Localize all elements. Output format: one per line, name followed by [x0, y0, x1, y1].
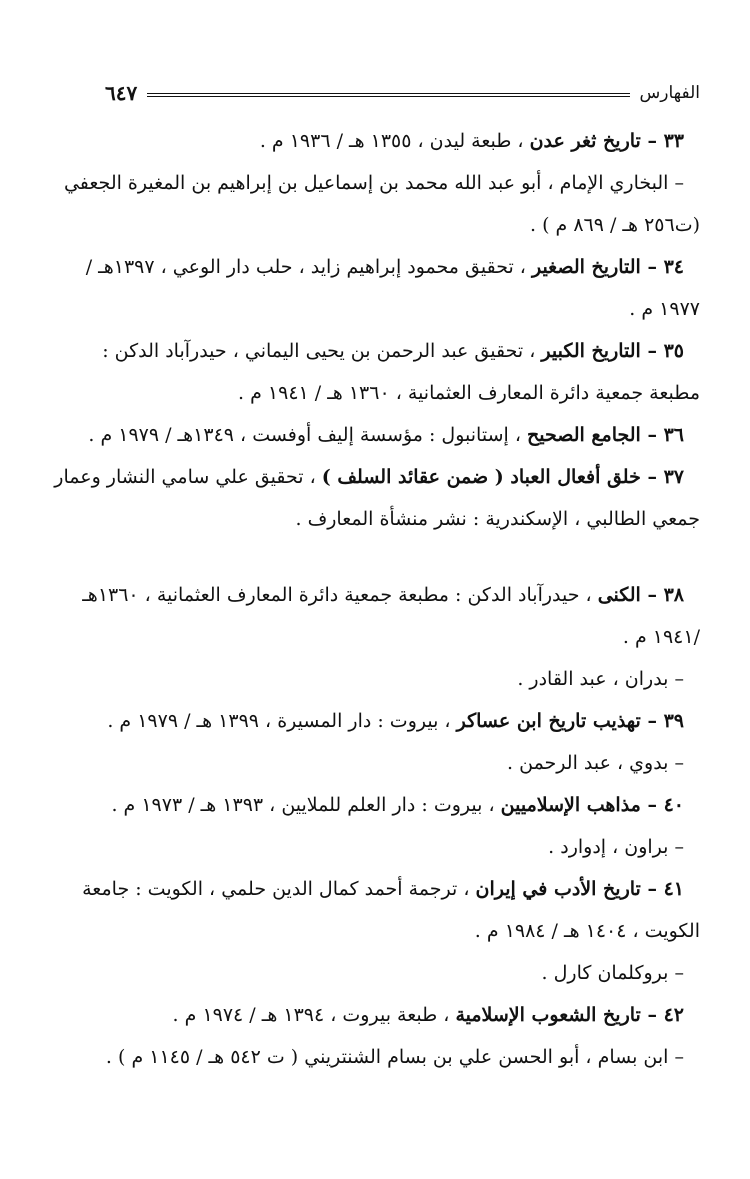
entry-number: ٣٥ –	[640, 340, 684, 362]
bibliography-entry	[88, 414, 700, 456]
bibliography-entry	[105, 994, 700, 1036]
entry-line	[105, 700, 700, 742]
entry-title: تاريخ الأدب في إيران	[475, 878, 641, 900]
entry-text: ، بيروت : دار المسيرة ، ١٣٩٩ هـ / ١٩٧٩ م .	[107, 710, 457, 732]
entry-text: – بدران ، عبد القادر .	[517, 668, 684, 690]
entry-text: /١٩٤١ م .	[622, 626, 700, 648]
entry-number: ٣٨ –	[640, 584, 684, 606]
entry-title: الجامع الصحيح	[527, 424, 641, 446]
entry-text: الكويت ، ١٤٠٤ هـ / ١٩٨٤ م .	[474, 920, 700, 942]
section-gap	[105, 540, 700, 574]
entry-line	[105, 658, 700, 700]
entry-number: ٣٧ –	[640, 466, 684, 488]
entry-number: ٤٢ –	[640, 1004, 684, 1026]
page-number: ٦٤٧	[105, 81, 138, 105]
entry-text: ، بيروت : دار العلم للملايين ، ١٣٩٣ هـ / ١٩٧٣ م .	[111, 794, 501, 816]
entry-title: تهذيب تاريخ ابن عساكر	[456, 710, 641, 732]
entry-line	[54, 456, 700, 498]
entry-line	[88, 414, 700, 456]
entry-title: تاريخ ثغر عدن	[529, 130, 641, 152]
entry-title: التاريخ الصغير	[531, 256, 641, 278]
entry-line	[105, 1036, 700, 1078]
entry-line	[82, 868, 700, 910]
bibliography-entry	[105, 700, 700, 742]
entry-text: مطبعة جمعية دائرة المعارف العثمانية ، ١٣٦٠ هـ / ١٩٤١ م .	[238, 382, 700, 404]
entry-line	[105, 288, 700, 330]
entry-number: ٣٤ –	[640, 256, 684, 278]
bibliography-list	[54, 120, 700, 1078]
entry-title: خلق أفعال العباد ( ضمن عقائد السلف )	[321, 466, 641, 488]
entry-line	[105, 742, 700, 784]
entry-line	[105, 372, 700, 414]
entry-text: ، تحقيق عبد الرحمن بن يحيى اليماني ، حيدرآباد الدكن :	[102, 340, 542, 362]
entry-title: التاريخ الكبير	[541, 340, 641, 362]
entry-line	[105, 204, 700, 246]
entry-title: الكنى	[597, 584, 641, 606]
entry-text: – بروكلمان كارل .	[541, 962, 684, 984]
entry-text: ، ترجمة أحمد كمال الدين حلمي ، الكويت : جامعة	[82, 878, 476, 900]
document-page	[54, 78, 700, 1078]
entry-line	[85, 246, 700, 288]
bibliography-entry	[82, 574, 700, 658]
entry-text: – براون ، إدوارد .	[548, 836, 684, 858]
entry-line	[105, 498, 700, 540]
entry-line	[105, 616, 700, 658]
bibliography-entry	[105, 120, 700, 162]
entry-text: ، حيدرآباد الدكن : مطبعة جمعية دائرة المعارف العثمانية ، ١٣٦٠هـ	[82, 584, 598, 606]
entry-line	[105, 826, 700, 868]
entry-text: – البخاري الإمام ، أبو عبد الله محمد بن إسماعيل بن إبراهيم بن المغيرة الجعفي	[63, 172, 684, 194]
bibliography-entry	[105, 1036, 700, 1078]
entry-number: ٣٩ –	[640, 710, 684, 732]
bibliography-entry	[105, 658, 700, 700]
bibliography-entry	[54, 456, 700, 540]
bibliography-entry	[85, 246, 700, 330]
entry-line	[105, 952, 700, 994]
entry-text: ، طبعة ليدن ، ١٣٥٥ هـ / ١٩٣٦ م .	[259, 130, 530, 152]
bibliography-entry	[105, 742, 700, 784]
header-rule	[147, 93, 629, 97]
entry-text: (ت٢٥٦ هـ / ٨٦٩ م ) .	[529, 214, 700, 236]
entry-title: مذاهب الإسلاميين	[500, 794, 641, 816]
header-title: الفهارس	[639, 83, 700, 103]
entry-number: ٣٦ –	[640, 424, 684, 446]
entry-number: ٤١ –	[640, 878, 684, 900]
entry-text: ، إستانبول : مؤسسة إليف أوفست ، ١٣٤٩هـ / ١٩٧٩ م .	[88, 424, 527, 446]
entry-text: جمعي الطالبي ، الإسكندرية : نشر منشأة المعارف .	[295, 508, 700, 530]
bibliography-entry	[105, 784, 700, 826]
entry-text: ، طبعة بيروت ، ١٣٩٤ هـ / ١٩٧٤ م .	[172, 1004, 456, 1026]
entry-line	[105, 994, 700, 1036]
bibliography-entry	[105, 952, 700, 994]
running-header	[105, 78, 700, 108]
entry-text: ١٩٧٧ م .	[629, 298, 700, 320]
bibliography-entry	[82, 868, 700, 952]
entry-text: ، تحقيق علي سامي النشار وعمار	[54, 466, 322, 488]
entry-text: – ابن بسام ، أبو الحسن علي بن بسام الشنتريني ( ت ٥٤٢ هـ / ١١٤٥ م ) .	[105, 1046, 684, 1068]
entry-number: ٤٠ –	[640, 794, 684, 816]
entry-line	[102, 330, 700, 372]
entry-line	[105, 120, 700, 162]
bibliography-entry	[105, 826, 700, 868]
entry-line	[63, 162, 700, 204]
entry-line	[82, 574, 700, 616]
entry-title: تاريخ الشعوب الإسلامية	[455, 1004, 641, 1026]
entry-line	[105, 910, 700, 952]
entry-line	[105, 784, 700, 826]
bibliography-entry	[102, 330, 700, 414]
entry-text: ، تحقيق محمود إبراهيم زايد ، حلب دار الوعي ، ١٣٩٧هـ /	[85, 256, 532, 278]
entry-text: – بدوي ، عبد الرحمن .	[507, 752, 684, 774]
bibliography-entry	[63, 162, 700, 246]
entry-number: ٣٣ –	[640, 130, 684, 152]
